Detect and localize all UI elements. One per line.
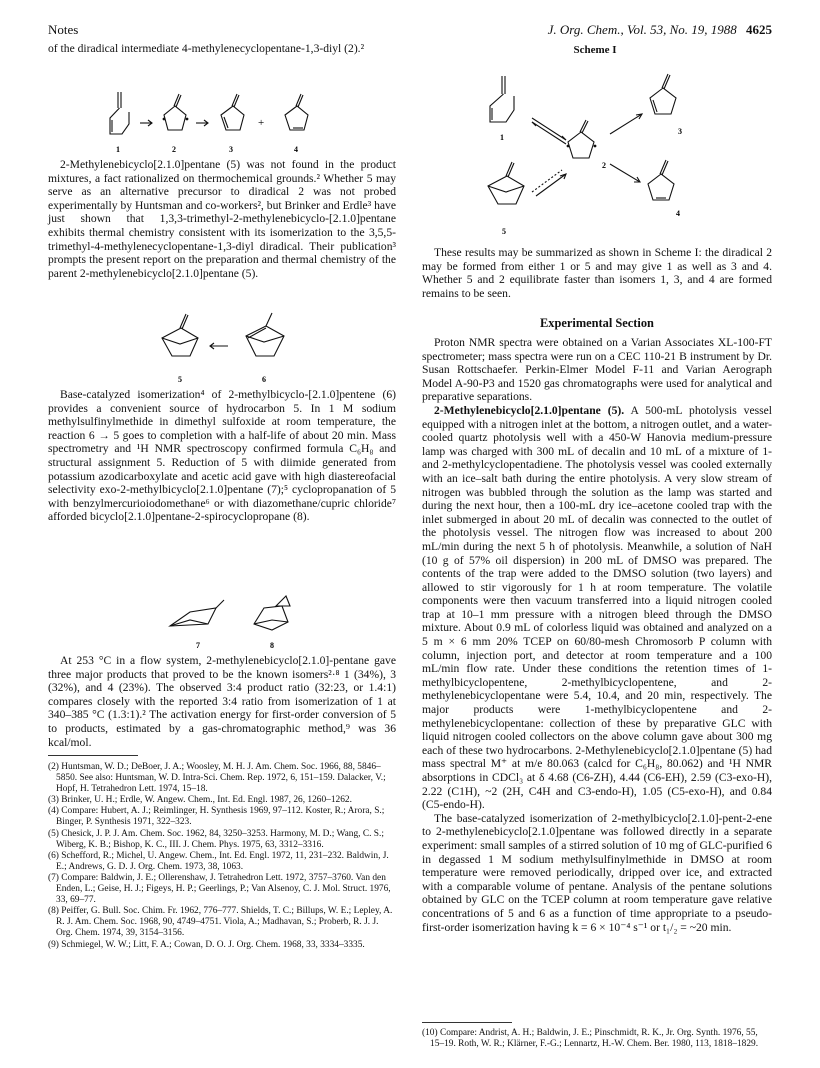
label-7: 7 xyxy=(196,641,200,650)
equilibrium-5-2 xyxy=(532,170,562,192)
footnote: (4) Compare: Hubert, A. J.; Reimlinger, H. Synthesis 1969, 97–112. Koster, R.; Arora, S.; Binger, P. Synthesis 1971, 322–323. xyxy=(48,806,385,828)
footnote: (7) Compare: Baldwin, J. E.; Ollerenshaw, J. Tetrahedron Lett. 1972, 3757–3760. Van den Enden, L.; Geise, H. J.; Figeys, H. P.; Geerlings, P.; Van Alsenoy, C. J. Mol. Struct. 1976, 33, 69–77. xyxy=(48,872,391,906)
exp-para-3: The base-catalyzed isomerization of 2-methylbicyclo[2.1.0]-pent-2-ene to 2-methylenebicyclo[2.1.0]pentane was followed directly in a separate experiment: small samples of a stirred solution of 10 mg of GLC-purified 6 in degassed 1 M sodium methylsulfinylmethide in DMSO at room temperature were removed periodically, dripped over ice, and extracted with a comparable volume of pentane. Analysis of the pentane solutions obtained by GLC on the TCEP column at room temperature gave relative concentrations of 5 and 6 as a function of time appropriate to a pseudo-first-order isomerization having k = 6 × 10⁻⁴ s⁻¹ or t₁/₂ = ~20 min. xyxy=(422,811,772,934)
structure-4 xyxy=(285,94,308,130)
footnote: (2) Huntsman, W. D.; DeBoer, J. A.; Woosley, M. H. J. Am. Chem. Soc. 1966, 88, 5846–5850. See also: Huntsman, W. D. Intra-Sci. Chem. Rep. 1972, 6, 151–159. Dalacker, V.; Hopf, H. Tetrahedron Lett. 1974, 15–18. xyxy=(48,762,386,795)
journal-citation: J. Org. Chem., Vol. 53, No. 19, 1988 xyxy=(547,22,737,37)
scheme-label-3: 3 xyxy=(678,127,682,136)
exp-para-2-body: A 500-mL photolysis vessel equipped with a nitrogen inlet at the bottom, a nitrogen outlet, and a water-cooled quartz photolysis well with a 450-W Hanovia medium-pressure lamp was charged with 300 mL of decalin and 10 mL of a mixture of 1- and 2-methylcyclopentadiene. The photolysis vessel was cooled externally with an ice–salt bath during the entire photolysis. A very slow stream of nitrogen was bubbled through the solution as the lamp was started and during the next hour, then a 100-mL dry ice–acetone cooled trap with the inlet submerged in about 20 mL of decalin was connected to the outlet of the photolysis vessel. The nitrogen flow was increased to about 200 mL/min during the next 5 h of photolysis. Meanwhile, a solution of NaH (10 g of 57% oil dispersion) in 200 mL of DMSO was prepared. The contents of the trap were added to the DMSO solution (two layers) and allowed to stir vigorously for 1 h at room temperature. The volatile components were then vacuum transferred into a liquid nitrogen cooled trap at 10–1 mm pressure with a nitrogen bleed through the DMSO mixture. About 0.9 mL of colorless liquid was obtained and analyzed on a 5 m × 6 mm 20% TCEP on 60/80-mesh Chromosorb P column with column, injection port, and detector at room temperature and a 100 mL/min flow rate. Under these conditions the retention times of 1-methylbicyclopentene, 2-methylbicyclopentene, and 2-methylenebicyclopentane were 5.4, 10.4, and 20 min, respectively. The major products were 1-methylbicyclopentene and 2-methylenebicyclopentane: collection of these by preparative GLC with liquid nitrogen cooled collectors on the above column gave about 300 mg each of these two hydrocarbons. 2-Methylenebicyclo[2.1.0]pentane (5) had mass spectral M⁺ at m/e 80.063 (calcd for C₆H₈, 80.062) and ¹H NMR absorptions in CDCl₃ at δ 4.68 (C6-ZH), 4.44 (C6-EH), 2.59 (C3-exo-H), 2.22 (C1H), ~2 (2H, C4H and C3-endo-H), 1.05 (C5-exo-H), and 0.84 (C5-endo-H). xyxy=(422,403,772,812)
structure-3 xyxy=(221,94,244,130)
para-2: Base-catalyzed isomerization⁴ of 2-methylbicyclo-[2.1.0]pentene (6) provides a convenient source of hydrocarbon 5. In 1 M sodium methylsulfinylmethide in dimethyl sulfoxide at room temperature, the reaction 6 → 5 goes to completion with a half-life of about 20 min. Mass spectrometry and ¹H NMR spectroscopy confirmed formula C₆H₈ and structural assignment 5. Reduction of 5 with diimide generated from potassium azodicarboxylate and acetic acid gave with high diastereofacial selectivity exo-2-methylbicyclo[2.1.0]pentane (7);⁵ cyclopropanation of 5 with benzylmercurioiodomethane⁶ or with diazomethane/cupric chloride⁷ afforded bicyclo[2.1.0]pentane-2-spirocyclopropane (8). xyxy=(48,388,396,524)
label-4: 4 xyxy=(294,145,298,154)
left-para-1 xyxy=(48,158,396,280)
footnote: (10) Compare: Andrist, A. H.; Baldwin, J. E.; Pinschmidt, R. K., Jr. Org. Synth. 1976, 55, 15–19. Roth, W. R.; Klärner, F.-G.; Lennartz, H.-W. Chem. Ber. 1980, 113, 1818–1829. xyxy=(422,1028,759,1050)
footnote-rule-right xyxy=(422,1022,512,1023)
label-5: 5 xyxy=(178,375,182,384)
footnotes-left xyxy=(48,762,396,951)
scheme-structure-4 xyxy=(648,160,674,200)
left-para-3 xyxy=(48,654,396,749)
para-1: 2-Methylenebicyclo[2.1.0]pentane (5) was not found in the product mixtures, a fact rationalized on thermochemical grounds.² Whether 5 may serve as an alternative precursor to diradical 2 was not probed experimentally by Huntsman and co-workers², but Brinker and Erdle³ have just shown that 1,3,3-trimethyl-2-methylenebicyclo-[2.1.0]pentane exhibits thermal chemistry consistent with its isomerization to the 3,5,5-trimethyl-4-methylenecyclopentane-1,3-diyl diradical. Their publication³ prompts the present report on the preparation and thermal chemistry of the parent 2-methylenebicyclo[2.1.0]pentane (5). xyxy=(48,158,396,280)
running-head-right xyxy=(548,22,772,38)
intro-text: of the diradical intermediate 4-methylenecyclopentane-1,3-diyl (2).² xyxy=(48,42,365,55)
exp-para-1: Proton NMR spectra were obtained on a Varian Associates XL-100-FT spectrometer; mass spectra were run on a CEC 110-21 B instrument by Dr. Susan Rottschaefer. Perkin-Elmer Model F-11 and Varian Aerograph Model A-90-P3 and 1520 gas chromatographs were used for analytical and preparative separations. xyxy=(422,336,772,404)
page-number: 4625 xyxy=(746,22,772,37)
footnote: (8) Peiffer, G. Bull. Soc. Chim. Fr. 1962, 776–777. Shields, T. C.; Billups, W. E.; Lepley, A. R. J. Am. Chem. Soc. 1968, 90, 4749–4751. Viola, A.; Madhavan, S.; Proberb, R. J. J. Org. Chem. 1974, 39, 3154–3156. xyxy=(48,906,393,939)
scheme-structure-1 xyxy=(490,76,514,122)
structure-5 xyxy=(162,314,198,356)
scheme-label-4: 4 xyxy=(676,209,680,218)
structure-7 xyxy=(170,600,224,626)
label-6: 6 xyxy=(262,375,266,384)
scheme-structure-3 xyxy=(650,74,676,114)
label-1: 1 xyxy=(116,145,120,154)
exp-para-2-head: 2-Methylenebicyclo[2.1.0]pentane (5). xyxy=(434,403,625,417)
running-head-left: Notes xyxy=(48,22,79,37)
exp-para-2 xyxy=(422,404,772,812)
left-para-2 xyxy=(48,388,396,524)
footnote: (9) Schmiegel, W. W.; Litt, F. A.; Cowan, D. O. J. Org. Chem. 1968, 33, 3334–3335. xyxy=(48,939,365,950)
plus-sign: + xyxy=(258,117,265,129)
arrow-2-to-4 xyxy=(610,164,640,182)
scheme-title: Scheme I xyxy=(573,44,617,56)
footnote: (3) Brinker, U. H.; Erdle, W. Angew. Chem., Int. Ed. Engl. 1987, 26, 1260–1262. xyxy=(48,795,352,806)
label-2: 2 xyxy=(172,145,176,154)
section-title: Experimental Section xyxy=(540,316,654,330)
footnote: (6) Schefford, R.; Michel, U. Angew. Chem., Int. Ed. Engl. 1972, 11, 231–232. Baldwin, J. E.; Andrews, G. D. J. Org. Chem. 1973, 38, 1063. xyxy=(48,850,389,872)
label-3: 3 xyxy=(229,145,233,154)
scheme-label-5: 5 xyxy=(502,227,506,236)
scheme-5-6 xyxy=(140,310,310,388)
footnote-rule-left xyxy=(48,755,138,756)
scheme-label-2: 2 xyxy=(602,161,606,170)
structure-2 xyxy=(163,94,189,130)
scheme-structure-5 xyxy=(488,162,524,204)
right-summary xyxy=(422,246,772,300)
experimental-text xyxy=(422,336,772,934)
scheme-I xyxy=(470,60,730,240)
para-3: At 253 °C in a flow system, 2-methylenebicyclo[2.1.0]-pentane gave three major products that proved to be the known isomers²·⁸ 1 (34%), 3 (32%), and 4 (23%). The observed 3:4 product ratio (32:23, or 1.4:1) compares closely with the reported 3:4 ratio from isomerization of 1 at 340–385 °C (1.3:1).² The activation energy for first-order conversion of 5 to products, estimated by a gas-chromatographic method,⁹ was 36 kcal/mol. xyxy=(48,654,396,749)
scheme-7-8 xyxy=(160,594,310,652)
equilibrium-1-2 xyxy=(532,118,566,144)
scheme-label-1: 1 xyxy=(500,133,504,142)
scheme-structure-2 xyxy=(567,120,597,158)
left-intro xyxy=(48,42,396,56)
structure-1 xyxy=(110,92,129,134)
structure-6 xyxy=(246,313,284,356)
footnote: (5) Chesick, J. P. J. Am. Chem. Soc. 1962, 84, 3250–3253. Harmony, M. D.; Wang, C. S.; Wiberg, K. B.; Bishop, K. C., III. J. Chem. Phys. 1975, 63, 3312–3316. xyxy=(48,828,384,850)
scheme-1-2-3-4 xyxy=(100,86,360,156)
summary-text: These results may be summarized as shown in Scheme I: the diradical 2 may be formed from either 1 or 5 and may give 1 as well as 3 and 4. Whether 5 and 2 equilibrate faster than isomers 1, 3, and 4 are formed remains to be seen. xyxy=(422,246,772,300)
label-8: 8 xyxy=(270,641,274,650)
structure-8 xyxy=(254,596,290,630)
arrow-2-to-3 xyxy=(610,114,642,134)
footnotes-right xyxy=(422,1028,772,1050)
